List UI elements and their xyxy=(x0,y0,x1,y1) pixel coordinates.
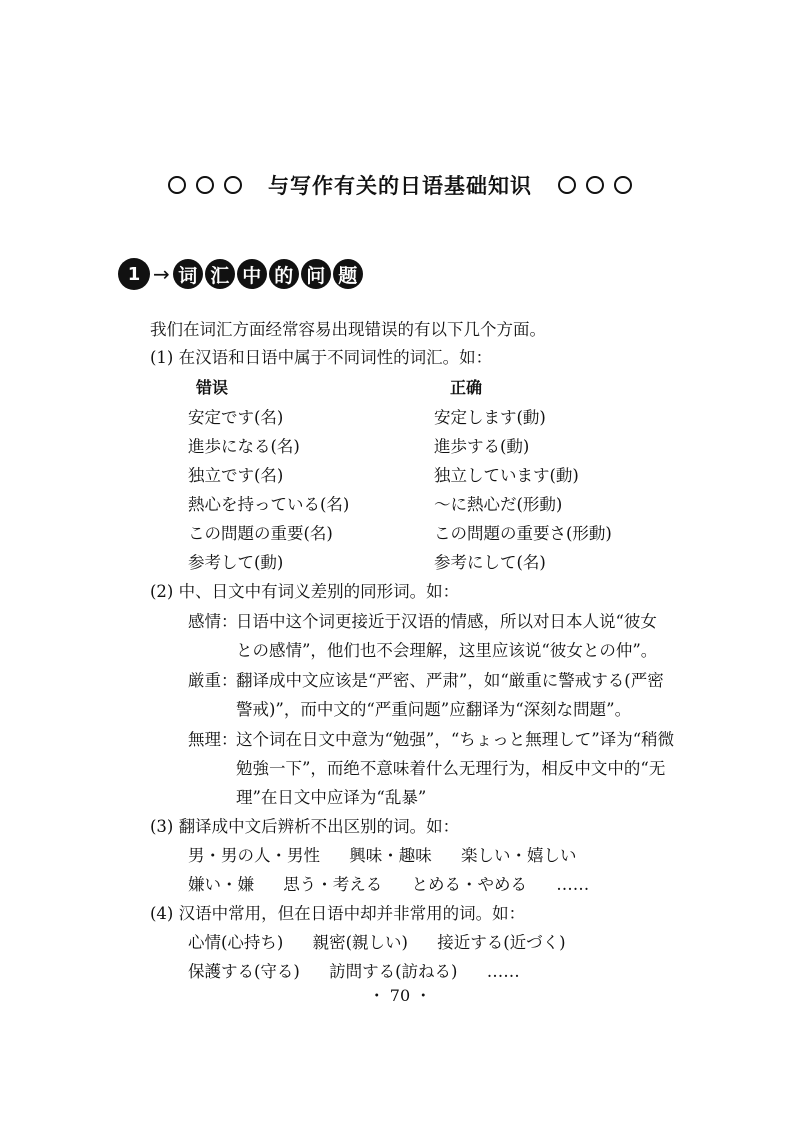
circle-icon xyxy=(586,176,604,194)
wrong-usage: 安定です(名) xyxy=(188,408,284,427)
circle-icon xyxy=(558,176,576,194)
definition-term: 厳重： xyxy=(188,671,238,690)
wrong-usage: この問題の重要(名) xyxy=(188,524,333,543)
section-title xyxy=(173,259,363,289)
word-group: 心情(心持ち) xyxy=(188,933,284,952)
section-title-char: 中 xyxy=(237,259,267,289)
page-number: ・ 70 ・ xyxy=(368,986,432,1005)
ellipsis: …… xyxy=(486,962,520,981)
word-group: 興味・趣味 xyxy=(349,846,432,865)
wrong-usage: 熱心を持っている(名) xyxy=(188,495,350,514)
comparison-row xyxy=(188,551,648,575)
word-list-row xyxy=(188,844,601,868)
comparison-header xyxy=(188,376,648,400)
definition-text: 日语中这个词更接近于汉语的情感，所以对日本人说“彼女 xyxy=(236,612,657,631)
comparison-row xyxy=(188,522,648,546)
definition-text: との感情”，他们也不会理解，这里应该说“彼女との仲”。 xyxy=(236,641,658,660)
word-group: 訪問する(訪ねる) xyxy=(329,962,458,981)
ellipsis: …… xyxy=(556,875,590,894)
word-group: 楽しい・嬉しい xyxy=(461,846,577,865)
word-group: 親密(親しい) xyxy=(312,933,408,952)
comparison-row xyxy=(188,464,648,488)
definition-term: 無理： xyxy=(188,730,238,749)
wrong-usage: 独立です(名) xyxy=(188,466,284,485)
chapter-title: 与写作有关的日语基础知识 xyxy=(268,174,532,198)
word-group: とめる・やめる xyxy=(411,875,527,894)
right-usage: この問題の重要さ(形動) xyxy=(434,524,612,543)
decorative-circles-right xyxy=(558,176,632,194)
wrong-column-header: 错误 xyxy=(196,378,229,397)
word-list-row xyxy=(188,931,590,955)
item2-heading: (2) 中、日文中有词义差别的同形词。如： xyxy=(150,582,460,601)
definition-text: 勉強一下”，而绝不意味着什么无理行为，相反中文中的“无 xyxy=(236,759,666,778)
right-usage: 進歩する(動) xyxy=(434,437,530,456)
word-list-row xyxy=(188,960,544,984)
section-title-char: 词 xyxy=(173,259,203,289)
right-usage: 参考にして(名) xyxy=(434,553,546,572)
word-group: 男・男の人・男性 xyxy=(188,846,320,865)
chapter-heading xyxy=(0,170,800,200)
decorative-circles-left xyxy=(168,176,242,194)
circle-icon xyxy=(614,176,632,194)
comparison-row xyxy=(188,406,648,430)
comparison-row xyxy=(188,493,648,517)
right-usage: 独立しています(動) xyxy=(434,466,579,485)
definition-term: 感情： xyxy=(188,612,238,631)
definition-text: 警戒)”，而中文的“严重问题”应翻译为“深刻な問題”。 xyxy=(236,700,632,719)
word-group: 思う・考える xyxy=(283,875,383,894)
item4-heading: (4) 汉语中常用，但在日语中却并非常用的词。如： xyxy=(150,904,526,923)
item1-heading: (1) 在汉语和日语中属于不同词性的词汇。如： xyxy=(150,348,493,367)
circle-icon xyxy=(224,176,242,194)
arrow-icon: → xyxy=(153,262,170,286)
section-title-char: 问 xyxy=(301,259,331,289)
comparison-row xyxy=(188,435,648,459)
circle-icon xyxy=(196,176,214,194)
section-number-badge: 1 xyxy=(118,258,150,290)
wrong-usage: 参考して(動) xyxy=(188,553,284,572)
definition-text: 这个词在日文中意为“勉强”，“ちょっと無理して”译为“稍微 xyxy=(236,730,675,749)
word-list-row xyxy=(188,873,613,897)
intro-paragraph: 我们在词汇方面经常容易出现错误的有以下几个方面。 xyxy=(150,320,546,339)
word-group: 保護する(守る) xyxy=(188,962,300,981)
section-title-char: 的 xyxy=(269,259,299,289)
definition-text: 翻译成中文应该是“严密、严肃”，如“厳重に警戒する(严密 xyxy=(236,671,664,690)
word-group: 嫌い・嫌 xyxy=(188,875,254,894)
right-usage: 安定します(動) xyxy=(434,408,546,427)
section-title-char: 题 xyxy=(333,259,363,289)
section-header xyxy=(118,258,363,290)
right-usage: ～に熱心だ(形動) xyxy=(434,495,563,514)
wrong-usage: 進歩になる(名) xyxy=(188,437,300,456)
circle-icon xyxy=(168,176,186,194)
section-title-char: 汇 xyxy=(205,259,235,289)
definition-text: 理”在日文中应译为“乱暴” xyxy=(236,788,427,807)
right-column-header: 正确 xyxy=(450,378,483,397)
item3-heading: (3) 翻译成中文后辨析不出区别的词。如： xyxy=(150,817,460,836)
word-group: 接近する(近づく) xyxy=(437,933,566,952)
